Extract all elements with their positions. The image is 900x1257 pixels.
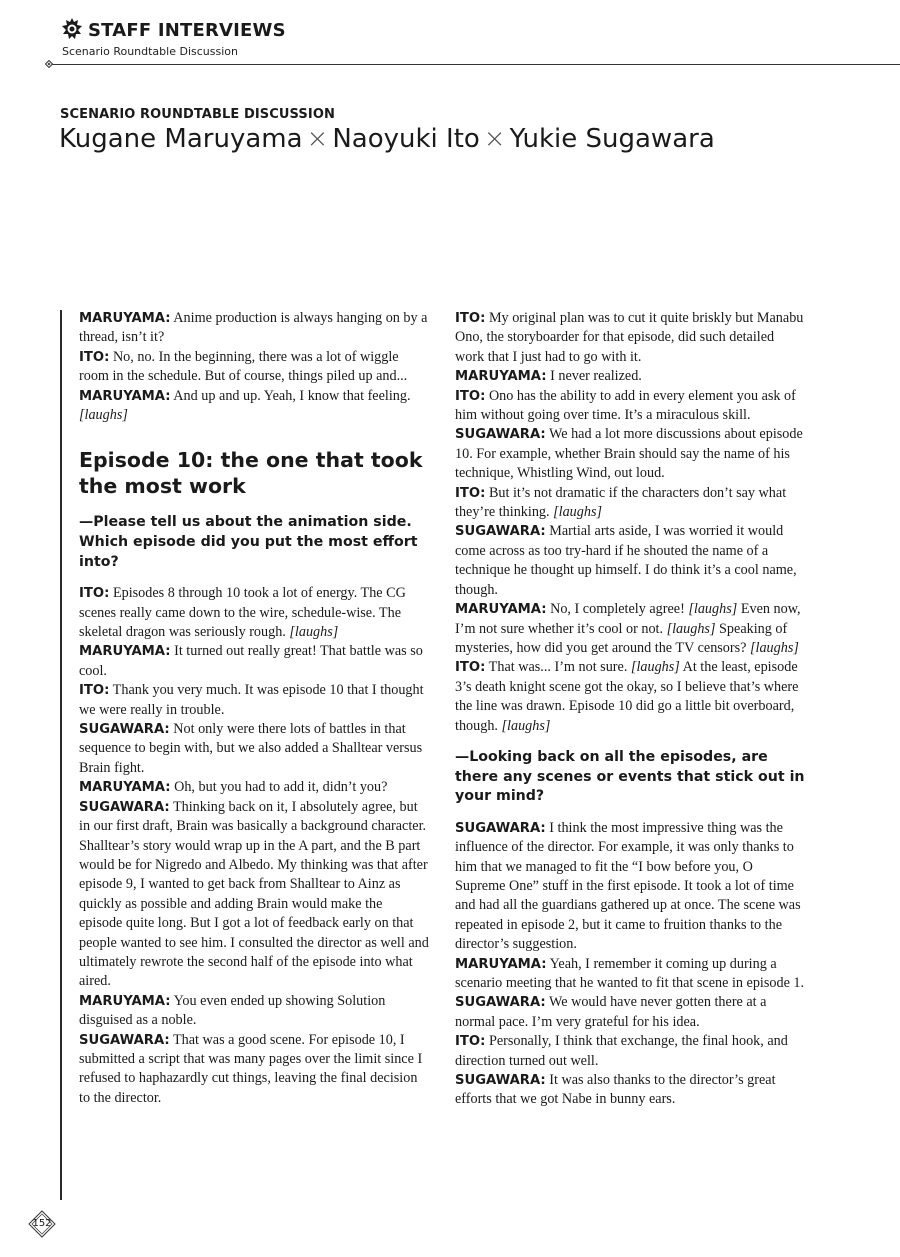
dialogue-line <box>455 600 805 658</box>
dialogue-line <box>79 387 429 426</box>
dialogue-line <box>79 798 429 992</box>
speaker: ITO: <box>455 485 486 501</box>
interview-question: —Looking back on all the episodes, are there any scenes or events that stick out in your mind? <box>455 748 805 805</box>
speaker: ITO: <box>455 660 486 676</box>
article-title <box>59 124 715 154</box>
speaker: SUGAWARA: <box>455 1073 546 1088</box>
dialogue-line <box>455 425 805 483</box>
dialogue-text: It was also thanks to the director’s great efforts that we got Nabe in bunny ears. <box>455 1072 776 1108</box>
dialogue-text: Thinking back on it, I absolutely agree, but in our first draft, Brain was basically a background character. Shalltear’s story would wrap up in the A part, and the B part would be for Nigredo and Albedo. My thinking was that after episode 9, I wanted to get back from Shalltear to Ainz as quickly as possible and adding Brain would make the episode quite long. But I got a lot of feedback early on that people wanted to see him. I consulted the director as well and ultimately rewrote the second half of the episode into what aired. <box>79 798 429 990</box>
dialogue-text: That was a good scene. For episode 10, I submitted a script that was many pages over the limit since I refused to haphazardly cut things, leaving the final decision to the director. <box>79 1031 423 1106</box>
speaker: MARUYAMA: <box>79 780 171 796</box>
dialogue-text: At the least, episode 3’s death knight scene got the okay, so I believe that’s where the line was drawn. Episode 10 did go a little bit overboard, though. <box>455 659 799 734</box>
speaker: MARUYAMA: <box>79 388 171 404</box>
dialogue-text: You even ended up showing Solution disguised as a noble. <box>79 992 386 1029</box>
speaker: SUGAWARA: <box>455 820 546 836</box>
dialogue-text: No, I completely agree! <box>546 601 689 618</box>
dialogue-line <box>455 658 805 736</box>
dialogue-line <box>79 309 429 348</box>
speaker: SUGAWARA: <box>79 1032 170 1048</box>
right-column <box>455 309 805 1110</box>
dialogue-line <box>455 309 805 367</box>
interview-question: —Please tell us about the animation side. Which episode did you put the most effort into? <box>79 514 418 570</box>
dialogue-line <box>455 387 805 426</box>
dialogue-text: Episodes 8 through 10 took a lot of energy. The CG scenes really came down to the wire, schedule-wise. The skeletal dragon was seriously rough. <box>79 585 406 641</box>
left-column <box>79 309 429 1108</box>
name-maruyama: Kugane Maruyama <box>59 124 303 154</box>
dialogue-line <box>455 955 805 994</box>
episode-heading: Episode 10: the one that took the most work <box>79 448 423 499</box>
dialogue-text: Speaking of mysteries, how did you get around the TV censors? <box>455 620 788 656</box>
header-rule <box>52 64 900 65</box>
speaker: ITO: <box>79 586 110 602</box>
speaker: ITO: <box>79 683 110 699</box>
dialogue-line <box>455 367 805 386</box>
speaker: MARUYAMA: <box>79 993 171 1009</box>
stage-note: [laughs] <box>666 620 716 637</box>
speaker: SUGAWARA: <box>79 722 170 738</box>
speaker: MARUYAMA: <box>455 956 547 972</box>
speaker: ITO: <box>79 349 110 365</box>
dialogue-line <box>79 584 429 642</box>
stage-note: [laughs] <box>553 504 602 521</box>
dialogue-text: Personally, I think that exchange, the final hook, and direction turned out well. <box>455 1033 788 1069</box>
dialogue-line <box>79 681 429 720</box>
cross-separator: × <box>483 124 506 154</box>
dialogue-line <box>79 1031 429 1109</box>
stage-note: [laughs] <box>501 717 551 734</box>
dialogue-text: Oh, but you had to add it, didn’t you? <box>170 779 388 796</box>
dialogue-line <box>79 778 429 797</box>
stage-note: [laughs] <box>79 407 128 424</box>
speaker: SUGAWARA: <box>455 524 546 540</box>
dialogue-line <box>79 348 429 387</box>
speaker: ITO: <box>455 311 486 326</box>
dialogue-text: Anime production is always hanging on by a thread, isn’t it? <box>79 310 428 346</box>
dialogue-line <box>455 993 805 1032</box>
cross-separator: × <box>306 124 329 154</box>
speaker: ITO: <box>455 388 486 404</box>
section-subtitle: Scenario Roundtable Discussion <box>62 45 238 58</box>
dialogue-line <box>79 642 429 681</box>
dialogue-text: And up and up. Yeah, I know that feeling. <box>170 387 411 404</box>
speaker: SUGAWARA: <box>79 799 170 815</box>
speaker: MARUYAMA: <box>79 311 171 326</box>
stage-note: [laughs] <box>289 624 339 641</box>
dialogue-text: Ono has the ability to add in every element you ask of him without going over time. It’s a miraculous skill. <box>455 387 796 424</box>
dialogue-text: It turned out really great! That battle was so cool. <box>79 643 423 679</box>
section-title: STAFF INTERVIEWS <box>88 20 286 41</box>
stage-note: [laughs] <box>630 659 680 676</box>
speaker: MARUYAMA: <box>79 644 171 660</box>
spacer <box>455 736 805 748</box>
dialogue-line <box>455 1032 805 1071</box>
dialogue-line <box>455 819 805 955</box>
dialogue-text: I never realized. <box>546 368 642 385</box>
dialogue-text: No, no. In the beginning, there was a lot of wiggle room in the schedule. But of course, things piled up and... <box>79 348 408 385</box>
speaker: SUGAWARA: <box>455 427 546 443</box>
dialogue-text: Thank you very much. It was episode 10 that I thought we were really in trouble. <box>79 682 424 718</box>
dialogue-text: Yeah, I remember it coming up during a scenario meeting that he wanted to fit that scene in episode 1. <box>455 955 805 991</box>
dialogue-line <box>455 484 805 523</box>
dialogue-text: Even now, I’m not sure whether it’s cool or not. <box>455 601 801 637</box>
stage-note: [laughs] <box>688 601 738 618</box>
page-number: 152 <box>32 1218 52 1229</box>
diamond-icon <box>45 60 53 68</box>
dialogue-text: We would have never gotten there at a normal pace. I’m very grateful for his idea. <box>455 994 767 1030</box>
dialogue-line <box>455 522 805 600</box>
speaker: MARUYAMA: <box>455 602 547 618</box>
column-rule <box>60 310 62 1200</box>
speaker: SUGAWARA: <box>455 995 546 1011</box>
speaker: MARUYAMA: <box>455 369 547 385</box>
dialogue-text: We had a lot more discussions about episode 10. For example, whether Brain should say the name of his technique, Whistling Wind, out loud. <box>455 426 803 482</box>
dialogue-text: But it’s not dramatic if the characters don’t say what they’re thinking. <box>455 484 787 521</box>
stage-note: [laughs] <box>750 639 799 656</box>
emblem-icon <box>60 17 84 41</box>
dialogue-line <box>79 992 429 1031</box>
speaker: ITO: <box>455 1034 486 1050</box>
name-ito: Naoyuki Ito <box>332 124 480 154</box>
dialogue-text: Martial arts aside, I was worried it would come across as too try-hard if he shouted the name of a technique he thought up himself. I do think it’s a cool name, though. <box>455 523 797 598</box>
dialogue-text: I think the most impressive thing was the influence of the director. For example, it was only thanks to him that we managed to fit the “I bow before you, O Supreme One” stuff in the first episode. It took a lot of time and had all the guardians gathered up at once. The scene was repeated in episode 2, but it came to fruition thanks to the director’s suggestion. <box>455 819 801 953</box>
dialogue-text: My original plan was to cut it quite briskly but Manabu Ono, the storyboarder for that episode, did such detailed work that I just had to go with it. <box>455 310 804 365</box>
name-sugawara: Yukie Sugawara <box>509 124 715 154</box>
dialogue-text: Not only were there lots of battles in that sequence to begin with, but we also added a Shalltear versus Brain fight. <box>79 721 423 776</box>
article-kicker: SCENARIO ROUNDTABLE DISCUSSION <box>60 107 335 122</box>
dialogue-text: That was... I’m not sure. <box>485 659 631 676</box>
dialogue-line <box>79 720 429 778</box>
dialogue-line <box>455 1071 805 1110</box>
